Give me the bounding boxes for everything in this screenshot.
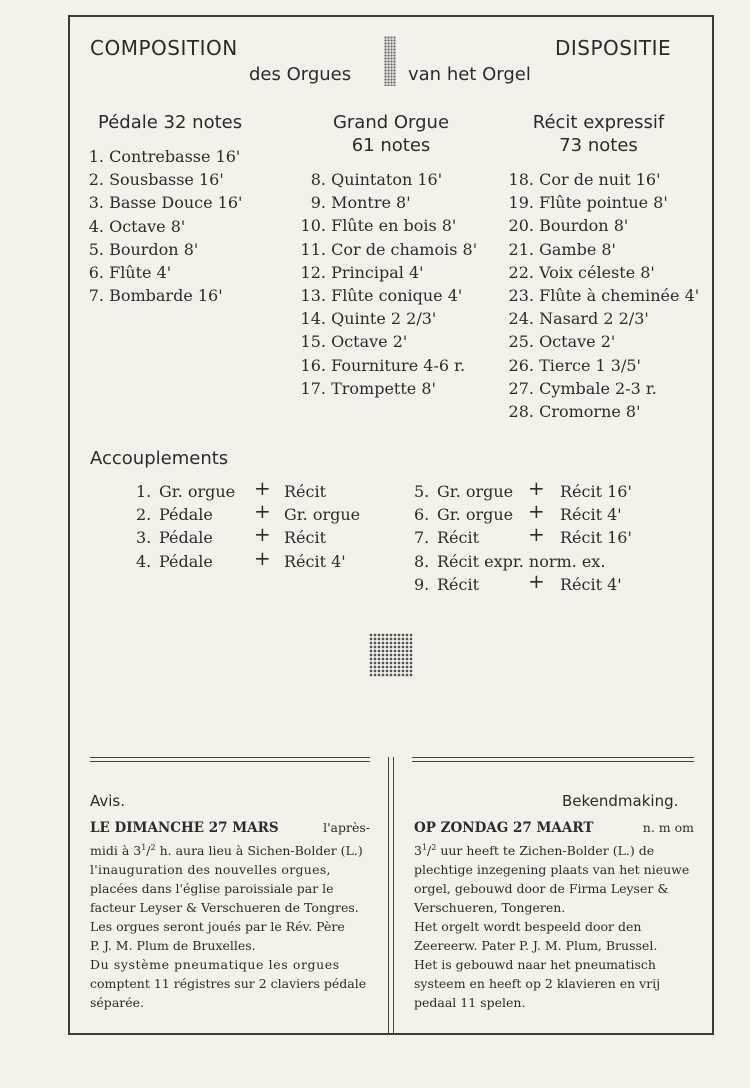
stop-name: Flûte en bois 8' xyxy=(326,216,457,236)
coupler-from: Gr. orgue xyxy=(437,482,514,501)
coupler-plus: + xyxy=(528,476,545,500)
composition-subtitle: des Orgues xyxy=(249,64,352,85)
coupler-list-right xyxy=(410,476,660,596)
stop-number: 3. xyxy=(88,193,104,213)
grand-orgue-heading xyxy=(310,111,472,157)
coupler-number: 7. xyxy=(414,528,430,548)
stop-name: Montre 8' xyxy=(326,193,411,213)
coupler-plus: + xyxy=(254,499,271,524)
bekend-line-6: Het orgelt wordt bespeeld door den xyxy=(414,919,642,935)
stop-item xyxy=(506,307,699,330)
recit-heading-line1: Récit expressif xyxy=(532,112,665,133)
stop-name: Trompette 8' xyxy=(326,378,436,398)
coupler-number: 6. xyxy=(414,505,430,525)
stop-name: Flûte 4' xyxy=(104,263,172,283)
coupler-to: Gr. orgue xyxy=(284,505,361,525)
bekendmaking-text xyxy=(414,818,694,1012)
stop-item xyxy=(298,284,477,307)
stop-name: Principal 4' xyxy=(326,262,424,282)
bekendmaking-heading: Bekendmaking. xyxy=(562,792,679,810)
stop-number: 26. xyxy=(508,355,534,375)
coupler-number: 1. xyxy=(136,482,152,501)
bekend-line-2: $3^1/^2$ uur heeft te Zichen-Bolder (L.) de xyxy=(414,843,655,859)
stop-item xyxy=(298,377,477,400)
stop-item xyxy=(506,400,699,423)
stop-number: 27. xyxy=(508,378,534,398)
stop-number: 12. xyxy=(300,262,326,282)
stop-name: Octave 2' xyxy=(534,332,616,352)
dispositie-title: DISPOSITIE xyxy=(555,36,672,60)
stop-name: Cor de nuit 16' xyxy=(534,170,661,189)
recit-heading-line2: 73 notes xyxy=(559,135,638,156)
coupler-plus: + xyxy=(528,568,545,593)
avis-line-1: l'après- xyxy=(323,820,370,835)
bekend-line-8: Het is gebouwd naar het pneumatisch xyxy=(414,957,656,973)
dispositie-subtitle: van het Orgel xyxy=(408,64,531,85)
coupler-plus: + xyxy=(528,499,545,524)
dotted-separator xyxy=(384,36,396,86)
avis-lead: LE DIMANCHE 27 MARS xyxy=(90,820,279,836)
stop-number: 28. xyxy=(508,402,534,422)
stop-name: Tierce 1 3/5' xyxy=(534,355,641,375)
coupler-number: 3. xyxy=(136,528,152,548)
divider-right xyxy=(412,757,694,762)
bekend-line-1: n. m om xyxy=(642,820,694,835)
stop-number: 6. xyxy=(88,263,104,283)
stop-item xyxy=(86,238,242,261)
pedale-stop-list xyxy=(86,145,242,307)
composition-title: COMPOSITION xyxy=(90,36,238,60)
avis-line-8: Du système pneumatique les orgues xyxy=(90,957,340,973)
stop-number: 22. xyxy=(508,262,534,282)
stop-number: 11. xyxy=(300,239,326,259)
avis-line-6: Les orgues seront joués par le Rév. Père xyxy=(90,919,345,935)
pedale-heading: Pédale 32 notes xyxy=(98,112,243,133)
stop-item xyxy=(298,354,477,377)
bekend-line-7: Zeereerw. Pater P. J. M. Plum, Brussel. xyxy=(414,938,658,954)
stop-number: 8. xyxy=(310,170,326,189)
stop-item xyxy=(86,145,242,168)
avis-line-9: comptent 11 régistres sur 2 claviers pédale xyxy=(90,976,367,992)
stop-item xyxy=(86,168,242,191)
stop-item xyxy=(506,238,699,261)
coupler-number: 4. xyxy=(136,551,152,571)
stop-item xyxy=(506,191,699,214)
stop-number: 23. xyxy=(508,286,534,306)
avis-line-7: P. J. M. Plum de Bruxelles. xyxy=(90,938,256,954)
coupler-from: Gr. orgue xyxy=(437,505,514,525)
stop-name: Bombarde 16' xyxy=(104,286,223,306)
stop-name: Sousbasse 16' xyxy=(104,170,224,190)
avis-line-5: facteur Leyser & Verschueren de Tongres. xyxy=(90,900,359,916)
stop-name: Bourdon 8' xyxy=(534,216,629,236)
stop-name: Basse Douce 16' xyxy=(104,193,243,213)
coupler-to: Récit 16' xyxy=(560,482,632,501)
coupler-to: Récit 16' xyxy=(560,528,632,548)
stop-item xyxy=(506,330,699,353)
stop-name: Contrebasse 16' xyxy=(104,147,241,166)
stop-number: 20. xyxy=(508,216,534,236)
coupler-to: Récit 4' xyxy=(560,574,622,594)
avis-line-2: midi à $3^1/^2$ h. aura lieu à Sichen-Bolder (L.) xyxy=(90,843,363,859)
grand-orgue-heading-line1: Grand Orgue xyxy=(332,112,450,133)
stop-item xyxy=(86,284,242,307)
coupler-plus: + xyxy=(254,476,271,500)
stop-item xyxy=(506,354,699,377)
stop-number: 4. xyxy=(88,216,104,236)
coupler-number: 8. xyxy=(414,551,430,571)
coupler-number: 5. xyxy=(414,482,430,501)
coupler-from: Pédale xyxy=(159,551,213,571)
coupler-number: 2. xyxy=(136,505,152,525)
dotted-ornament xyxy=(369,633,413,677)
avis-line-10: séparée. xyxy=(90,995,145,1011)
stop-number: 14. xyxy=(300,309,326,329)
coupler-to: Récit xyxy=(284,482,327,501)
accouplements-heading: Accouplements xyxy=(90,448,229,469)
stop-item xyxy=(298,168,477,191)
stop-name: Flûte conique 4' xyxy=(326,286,463,306)
bekend-line-9: systeem en heeft op 2 klavieren en vrij xyxy=(414,976,661,992)
stop-item xyxy=(506,214,699,237)
stop-item xyxy=(86,215,242,238)
stop-name: Gambe 8' xyxy=(534,239,616,259)
coupler-from: Récit xyxy=(437,528,480,548)
coupler-to: Récit 4' xyxy=(284,551,346,571)
stop-name: Quintaton 16' xyxy=(326,170,443,189)
coupler-item xyxy=(410,568,660,596)
stop-number: 18. xyxy=(508,170,534,189)
stop-number: 15. xyxy=(300,332,326,352)
bekend-lead: OP ZONDAG 27 MAART xyxy=(414,820,594,836)
coupler-plus: + xyxy=(254,545,271,570)
stop-item xyxy=(506,261,699,284)
stop-name: Quinte 2 2/3' xyxy=(326,309,437,329)
stop-name: Cymbale 2-3 r. xyxy=(534,378,657,398)
stop-number: 19. xyxy=(508,193,534,213)
avis-heading: Avis. xyxy=(90,792,126,810)
stop-name: Octave 2' xyxy=(326,332,408,352)
bekend-line-5: Verschueren, Tongeren. xyxy=(414,900,566,916)
coupler-number: 9. xyxy=(414,574,430,594)
bekend-line-10: pedaal 11 spelen. xyxy=(414,995,526,1011)
coupler-item xyxy=(410,522,660,549)
recit-heading xyxy=(516,111,681,157)
stop-name: Cromorne 8' xyxy=(534,402,641,422)
stop-number: 17. xyxy=(300,378,326,398)
coupler-list-left xyxy=(132,476,382,573)
stop-number: 16. xyxy=(300,355,326,375)
stop-name: Cor de chamois 8' xyxy=(326,239,478,259)
bekend-line-3: plechtige inzegening plaats van het nieuwe xyxy=(414,862,690,878)
stop-name: Bourdon 8' xyxy=(104,239,199,259)
stop-item xyxy=(298,238,477,261)
stop-number: 21. xyxy=(508,239,534,259)
stop-number: 7. xyxy=(88,286,104,306)
stop-item xyxy=(298,191,477,214)
stop-number: 13. xyxy=(300,286,326,306)
stop-number: 24. xyxy=(508,309,534,329)
stop-number: 5. xyxy=(88,239,104,259)
stop-name: Nasard 2 2/3' xyxy=(534,309,649,329)
stop-item xyxy=(298,330,477,353)
coupler-to: Récit xyxy=(284,528,327,548)
coupler-from: Pédale xyxy=(159,505,213,525)
avis-text xyxy=(90,818,370,1012)
stop-number: 10. xyxy=(300,216,326,236)
stop-number: 1. xyxy=(88,147,104,166)
stop-number: 25. xyxy=(508,332,534,352)
stop-name: Fourniture 4-6 r. xyxy=(326,355,466,375)
stop-item xyxy=(298,214,477,237)
stop-item xyxy=(298,261,477,284)
recit-stop-list xyxy=(506,168,699,423)
coupler-plus: + xyxy=(528,522,545,547)
coupler-from: Récit expr. norm. ex. xyxy=(437,551,606,571)
stop-item xyxy=(506,377,699,400)
grand-orgue-heading-line2: 61 notes xyxy=(351,135,431,156)
stop-name: Octave 8' xyxy=(104,216,186,236)
coupler-plus: + xyxy=(254,522,271,547)
stop-number: 2. xyxy=(88,170,104,190)
vertical-divider xyxy=(388,757,394,1035)
coupler-item xyxy=(132,545,382,573)
coupler-from: Récit xyxy=(437,574,480,594)
coupler-to: Récit 4' xyxy=(560,505,622,525)
coupler-from: Gr. orgue xyxy=(159,482,236,501)
coupler-from: Pédale xyxy=(159,528,213,548)
stop-item xyxy=(298,307,477,330)
divider-left xyxy=(90,757,370,762)
bekend-line-4: orgel, gebouwd door de Firma Leyser & xyxy=(414,881,669,897)
stop-name: Voix céleste 8' xyxy=(534,262,655,282)
stop-number: 9. xyxy=(310,193,326,213)
grand-orgue-stop-list xyxy=(298,168,477,400)
stop-item xyxy=(506,284,699,307)
stop-name: Flûte pointue 8' xyxy=(534,193,668,213)
avis-line-3: l'inauguration des nouvelles orgues, xyxy=(90,862,331,878)
stop-item xyxy=(86,261,242,284)
stop-item xyxy=(506,168,699,191)
stop-name: Flûte à cheminée 4' xyxy=(534,286,700,306)
avis-line-4: placées dans l'église paroissiale par le xyxy=(90,881,334,897)
stop-item xyxy=(86,191,242,214)
